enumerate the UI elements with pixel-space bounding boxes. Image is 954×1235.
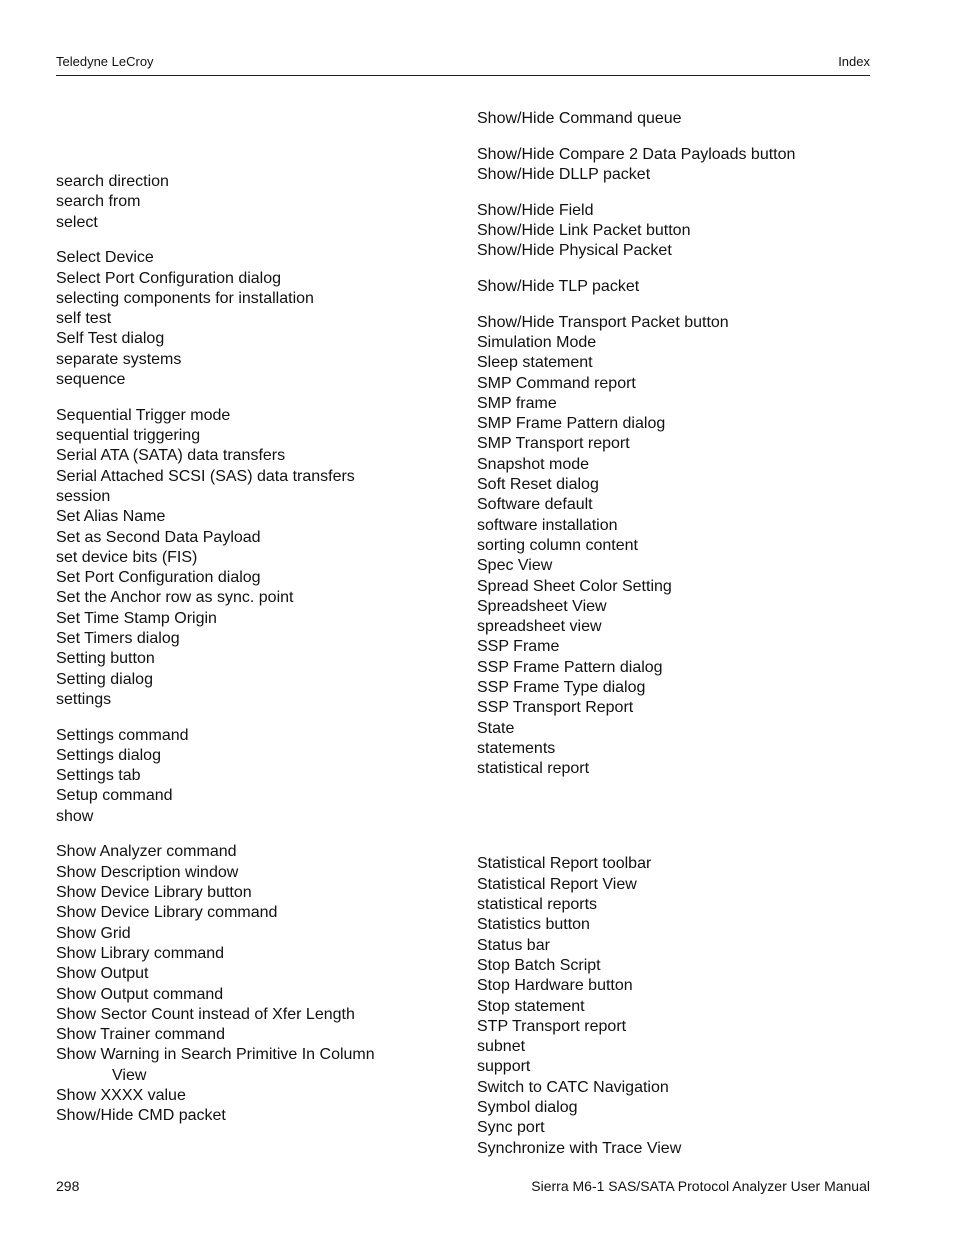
index-entry <box>477 875 877 895</box>
index-entry <box>477 556 877 576</box>
index-entry <box>477 1017 877 1037</box>
index-entry <box>56 426 456 446</box>
index-entry-text: self test <box>56 310 112 328</box>
index-entry-text: search from <box>56 193 141 211</box>
index-entry <box>477 1057 877 1077</box>
index-entry <box>56 528 456 548</box>
index-entry-text: Set the Anchor row as sync. point <box>56 589 294 607</box>
index-entry-text: Show/Hide DLLP packet <box>477 165 651 183</box>
index-entry <box>56 213 456 233</box>
index-entry-text: sorting column content <box>477 536 638 554</box>
index-entry-text: Sequential Trigger mode <box>56 406 231 424</box>
index-entry-text: Show Output <box>56 965 149 983</box>
index-entry-text: Self Test dialog <box>56 330 165 348</box>
index-entry-text: Sleep statement <box>477 354 593 372</box>
index-entry <box>477 1118 877 1138</box>
index-entry <box>477 617 877 637</box>
index-entry <box>56 609 456 629</box>
index-entry <box>56 985 456 1005</box>
index-entry-text: Show Trainer command <box>56 1026 225 1044</box>
page-number: 298 <box>56 1178 80 1194</box>
index-entry <box>477 1139 877 1159</box>
index-entry-text: Show Warning in Search Primitive In Column <box>56 1046 375 1064</box>
index-entry <box>477 221 877 241</box>
index-entry-text: SSP Frame Type dialog <box>477 678 646 696</box>
index-entry-text: Serial ATA (SATA) data transfers <box>56 447 286 465</box>
index-entry-text: Select Device <box>56 249 154 267</box>
index-entry-text: Set Time Stamp Origin <box>56 609 217 627</box>
index-entry <box>477 577 877 597</box>
index-entry <box>477 277 877 297</box>
index-entry <box>477 597 877 617</box>
index-entry-text: statistical report <box>477 760 590 778</box>
index-entry <box>56 568 456 588</box>
index-entry-text: sequential triggering <box>56 427 201 445</box>
index-entry <box>56 350 456 370</box>
index-entry <box>56 467 456 487</box>
index-entry <box>477 698 877 718</box>
index-entry-text: SSP Frame Pattern dialog <box>477 658 663 676</box>
index-entry <box>56 446 456 466</box>
index-entry <box>477 353 877 373</box>
index-entry-text: Stop Batch Script <box>477 956 601 974</box>
index-entry-text: Spreadsheet View <box>477 597 607 615</box>
index-entry-text: Statistical Report View <box>477 875 637 893</box>
index-entry-text: Settings tab <box>56 767 141 785</box>
index-entry-text: Show/Hide Link Packet button <box>477 221 691 239</box>
index-entry-text: software installation <box>477 516 618 534</box>
index-entry-text: Stop statement <box>477 997 585 1015</box>
index-entry <box>56 248 456 268</box>
index-entry <box>477 109 877 129</box>
index-entry-text: Set as Second Data Payload <box>56 528 261 546</box>
index-entry-text: Statistics button <box>477 916 590 934</box>
index-entry-text: Setup command <box>56 787 173 805</box>
index-entry <box>56 329 456 349</box>
index-entry-text: show <box>56 807 94 825</box>
index-entry-text: Status bar <box>477 936 550 954</box>
index-entry <box>477 637 877 657</box>
index-entry <box>56 1025 456 1045</box>
index-entry <box>477 1037 877 1057</box>
index-entry <box>56 1086 456 1106</box>
index-entry-text: Software default <box>477 496 593 514</box>
index-entry <box>477 759 877 779</box>
index-entry-text: SMP Frame Pattern dialog <box>477 415 666 433</box>
index-entry-text: select <box>56 213 98 231</box>
index-entry-text: separate systems <box>56 350 182 368</box>
index-entry <box>56 192 456 212</box>
index-entry <box>56 944 456 964</box>
index-entry <box>56 172 456 192</box>
index-entry <box>477 374 877 394</box>
index-entry <box>56 766 456 786</box>
index-entry <box>56 690 456 710</box>
index-entry-text: Set Timers dialog <box>56 630 180 648</box>
index-entry <box>56 269 456 289</box>
index-entry <box>477 241 877 261</box>
index-entry-text: statements <box>477 739 556 757</box>
index-entry-text: subnet <box>477 1038 526 1056</box>
index-entry <box>56 786 456 806</box>
index-entry-text: Show Sector Count instead of Xfer Length <box>56 1005 355 1023</box>
index-entry-text: spreadsheet view <box>477 618 602 636</box>
index-entry-text: Show XXXX value <box>56 1087 186 1105</box>
index-entry <box>477 495 877 515</box>
index-entry <box>56 842 456 862</box>
index-entry <box>477 516 877 536</box>
index-entry <box>56 1106 456 1126</box>
index-entry <box>56 507 456 527</box>
header-section: Index <box>838 54 870 69</box>
index-entry-text: statistical reports <box>477 896 598 914</box>
index-entry-text: SSP Frame <box>477 638 560 656</box>
manual-title: Sierra M6-1 SAS/SATA Protocol Analyzer User Manual <box>531 1178 870 1194</box>
index-entry-text: Show Output command <box>56 985 224 1003</box>
index-entry <box>56 649 456 669</box>
index-entry-text: Statistical Report toolbar <box>477 855 652 873</box>
index-entry-text: Show/Hide Compare 2 Data Payloads button <box>477 145 796 163</box>
index-entry <box>56 863 456 883</box>
index-entry-text: SMP frame <box>477 394 557 412</box>
index-entry-text: SMP Command report <box>477 374 636 392</box>
index-entry-text: Stop Hardware button <box>477 977 633 995</box>
index-entry <box>56 406 456 426</box>
index-entry <box>56 903 456 923</box>
index-entry-text: Switch to CATC Navigation <box>477 1078 669 1096</box>
index-entry <box>477 739 877 759</box>
index-entry-text: Show/Hide Physical Packet <box>477 242 672 260</box>
index-entry <box>477 455 877 475</box>
index-entry-text: sequence <box>56 371 126 389</box>
index-entry-text: Settings command <box>56 726 189 744</box>
index-entry <box>477 895 877 915</box>
index-entry <box>477 434 877 454</box>
index-entry-text: Show Library command <box>56 944 225 962</box>
index-entry <box>56 309 456 329</box>
index-entry <box>56 964 456 984</box>
index-entry-text: Show/Hide Transport Packet button <box>477 313 729 331</box>
index-entry <box>477 997 877 1017</box>
index-entry <box>56 807 456 827</box>
index-entry <box>56 1045 456 1086</box>
index-entry <box>56 883 456 903</box>
index-entry-text: Show/Hide TLP packet <box>477 277 640 295</box>
index-entry-text: Show Description window <box>56 863 239 881</box>
index-entry <box>56 1005 456 1025</box>
index-entry <box>477 313 877 333</box>
index-entry-text: Set Alias Name <box>56 508 166 526</box>
index-entry-text: Simulation Mode <box>477 333 597 351</box>
index-entry <box>56 588 456 608</box>
index-entry <box>477 333 877 353</box>
index-entry-text: Setting dialog <box>56 670 153 688</box>
index-entry-text: Set Port Configuration dialog <box>56 569 261 587</box>
index-entry <box>56 370 456 390</box>
index-entry <box>56 487 456 507</box>
index-entry <box>477 394 877 414</box>
index-entry-text: SMP Transport report <box>477 435 630 453</box>
index-entry <box>477 854 877 874</box>
index-entry-text: settings <box>56 690 112 708</box>
index-entry-text: set device bits (FIS) <box>56 548 198 566</box>
index-entry <box>477 658 877 678</box>
index-entry <box>477 915 877 935</box>
index-entry-text: support <box>477 1058 531 1076</box>
index-entry-text: Setting button <box>56 650 155 668</box>
index-entry <box>56 289 456 309</box>
index-entry-text: Settings dialog <box>56 746 161 764</box>
index-entry-continuation: View <box>112 1066 147 1084</box>
index-column-right <box>477 109 877 1159</box>
index-entry-text: SSP Transport Report <box>477 699 634 717</box>
index-entry-text: Spec View <box>477 557 553 575</box>
index-entry <box>477 1098 877 1118</box>
index-entry <box>56 629 456 649</box>
index-entry-text: Snapshot mode <box>477 455 590 473</box>
index-entry-text: Select Port Configuration dialog <box>56 269 282 287</box>
index-entry <box>56 548 456 568</box>
index-entry-text: Show/Hide Command queue <box>477 110 682 127</box>
index-entry <box>477 719 877 739</box>
index-entry-text: STP Transport report <box>477 1017 627 1035</box>
index-entry <box>477 936 877 956</box>
index-entry <box>56 746 456 766</box>
header-company: Teledyne LeCroy <box>56 54 154 69</box>
index-entry-text: Show Device Library command <box>56 904 278 922</box>
index-entry <box>477 145 877 165</box>
index-entry <box>56 726 456 746</box>
index-entry-text: Spread Sheet Color Setting <box>477 577 672 595</box>
index-entry-text: Soft Reset dialog <box>477 476 599 494</box>
index-entry-text: session <box>56 487 111 505</box>
index-entry <box>477 414 877 434</box>
index-entry <box>477 976 877 996</box>
index-entry-text: Show Grid <box>56 924 131 942</box>
index-entry <box>477 475 877 495</box>
index-entry-text: Show Device Library button <box>56 884 252 902</box>
index-entry-text: Serial Attached SCSI (SAS) data transfers <box>56 467 355 485</box>
index-column-left <box>56 172 456 1127</box>
index-entry-text: Show Analyzer command <box>56 843 237 861</box>
index-entry <box>477 536 877 556</box>
index-entry-text: selecting components for installation <box>56 289 314 307</box>
index-entry <box>56 924 456 944</box>
index-entry <box>477 956 877 976</box>
index-entry <box>56 670 456 690</box>
index-entry <box>477 201 877 221</box>
index-entry-text: Synchronize with Trace View <box>477 1139 682 1157</box>
index-entry <box>477 165 877 185</box>
index-entry <box>477 678 877 698</box>
index-entry-text: Show/Hide CMD packet <box>56 1107 226 1125</box>
index-entry-text: Symbol dialog <box>477 1099 578 1117</box>
index-entry-text: State <box>477 719 515 737</box>
index-entry-text: Sync port <box>477 1119 545 1137</box>
page-header <box>56 53 870 76</box>
index-entry-text: Show/Hide Field <box>477 201 594 219</box>
index-entry-text: search direction <box>56 173 169 190</box>
index-entry <box>477 1078 877 1098</box>
